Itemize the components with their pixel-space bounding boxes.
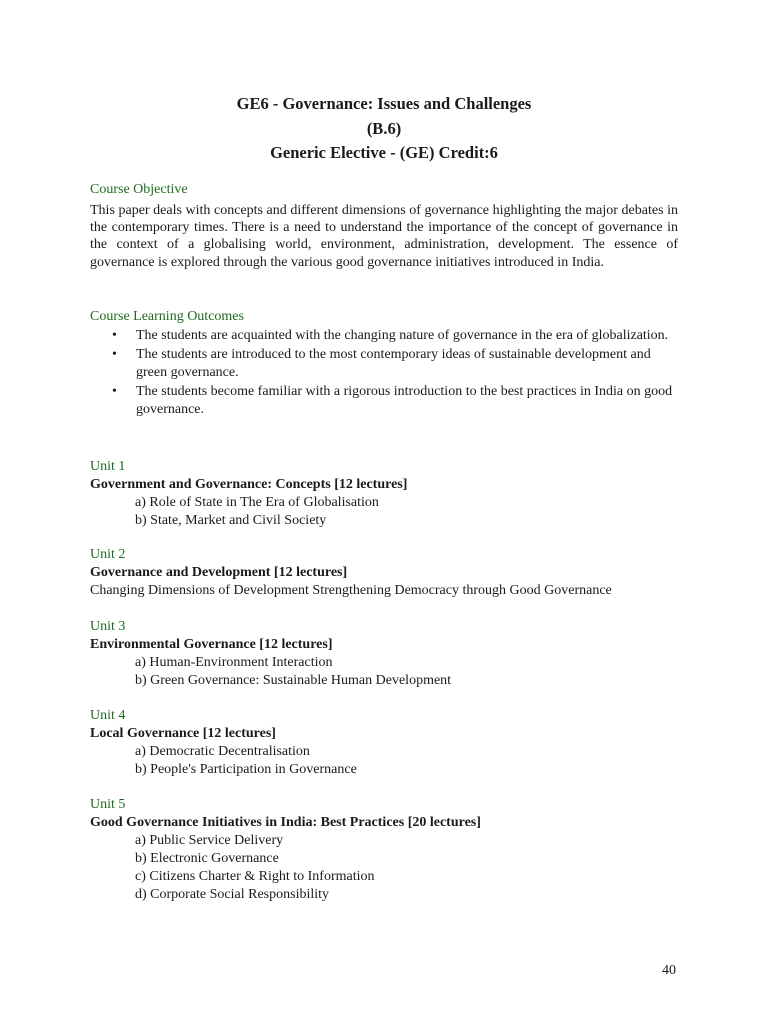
unit-topic: a) Public Service Delivery — [135, 833, 284, 848]
unit-label: Unit 1 — [90, 459, 126, 474]
list-item: • The students are introduced to the most contemporary ideas of sustainable development and green governance. — [112, 347, 651, 380]
unit-label: Unit 5 — [90, 797, 126, 812]
learning-outcomes-heading: Course Learning Outcomes — [90, 309, 244, 324]
unit-description: Changing Dimensions of Development Strengthening Democracy through Good Governance — [90, 583, 612, 598]
course-objective-text: This paper deals with concepts and different dimensions of governance highlighting the major debates in the contemporary times. There is a need to understand the importance of the concept of governance in the context of a globalising world, environment, administration, development. The essence of governance is explored through the various good governance initiatives introduced in India. — [90, 203, 678, 270]
unit-topic: b) Green Governance: Sustainable Human Development — [135, 673, 452, 688]
bullet-icon: • — [112, 384, 117, 399]
bullet-icon: • — [112, 347, 117, 362]
unit-topic: d) Corporate Social Responsibility — [135, 887, 330, 902]
unit-label: Unit 2 — [90, 547, 126, 562]
course-objective-heading: Course Objective — [90, 182, 188, 197]
unit-2 — [90, 546, 612, 600]
unit-1 — [90, 458, 407, 530]
unit-5 — [90, 796, 481, 904]
unit-topic: a) Role of State in The Era of Globalisation — [135, 495, 379, 510]
unit-topic: a) Democratic Decentralisation — [135, 744, 310, 759]
learning-outcomes-list — [90, 327, 680, 420]
course-code: (B.6) — [366, 119, 402, 138]
page-number: 40 — [662, 963, 676, 978]
unit-topic: c) Citizens Charter & Right to Information — [135, 869, 375, 884]
unit-title: Governance and Development [12 lectures] — [90, 565, 348, 580]
unit-label: Unit 4 — [90, 708, 126, 723]
list-item: • The students become familiar with a rigorous introduction to the best practices in India on good governance. — [112, 384, 673, 417]
bullet-icon: • — [112, 328, 117, 343]
unit-topic: a) Human-Environment Interaction — [135, 655, 333, 670]
unit-title: Government and Governance: Concepts [12 lectures] — [90, 477, 408, 492]
unit-topic: b) State, Market and Civil Society — [135, 513, 327, 528]
unit-4 — [90, 707, 357, 779]
unit-label: Unit 3 — [90, 619, 126, 634]
list-item: • The students are acquainted with the changing nature of governance in the era of globalization. — [112, 328, 669, 343]
unit-topic: b) People's Participation in Governance — [135, 762, 357, 777]
unit-title: Environmental Governance [12 lectures] — [90, 637, 333, 652]
unit-title: Local Governance [12 lectures] — [90, 726, 276, 741]
unit-title: Good Governance Initiatives in India: Best Practices [20 lectures] — [90, 815, 481, 830]
course-title: GE6 - Governance: Issues and Challenges — [236, 94, 532, 113]
course-credit: Generic Elective - (GE) Credit:6 — [270, 143, 498, 162]
unit-topic: b) Electronic Governance — [135, 851, 279, 866]
unit-3 — [90, 618, 451, 690]
